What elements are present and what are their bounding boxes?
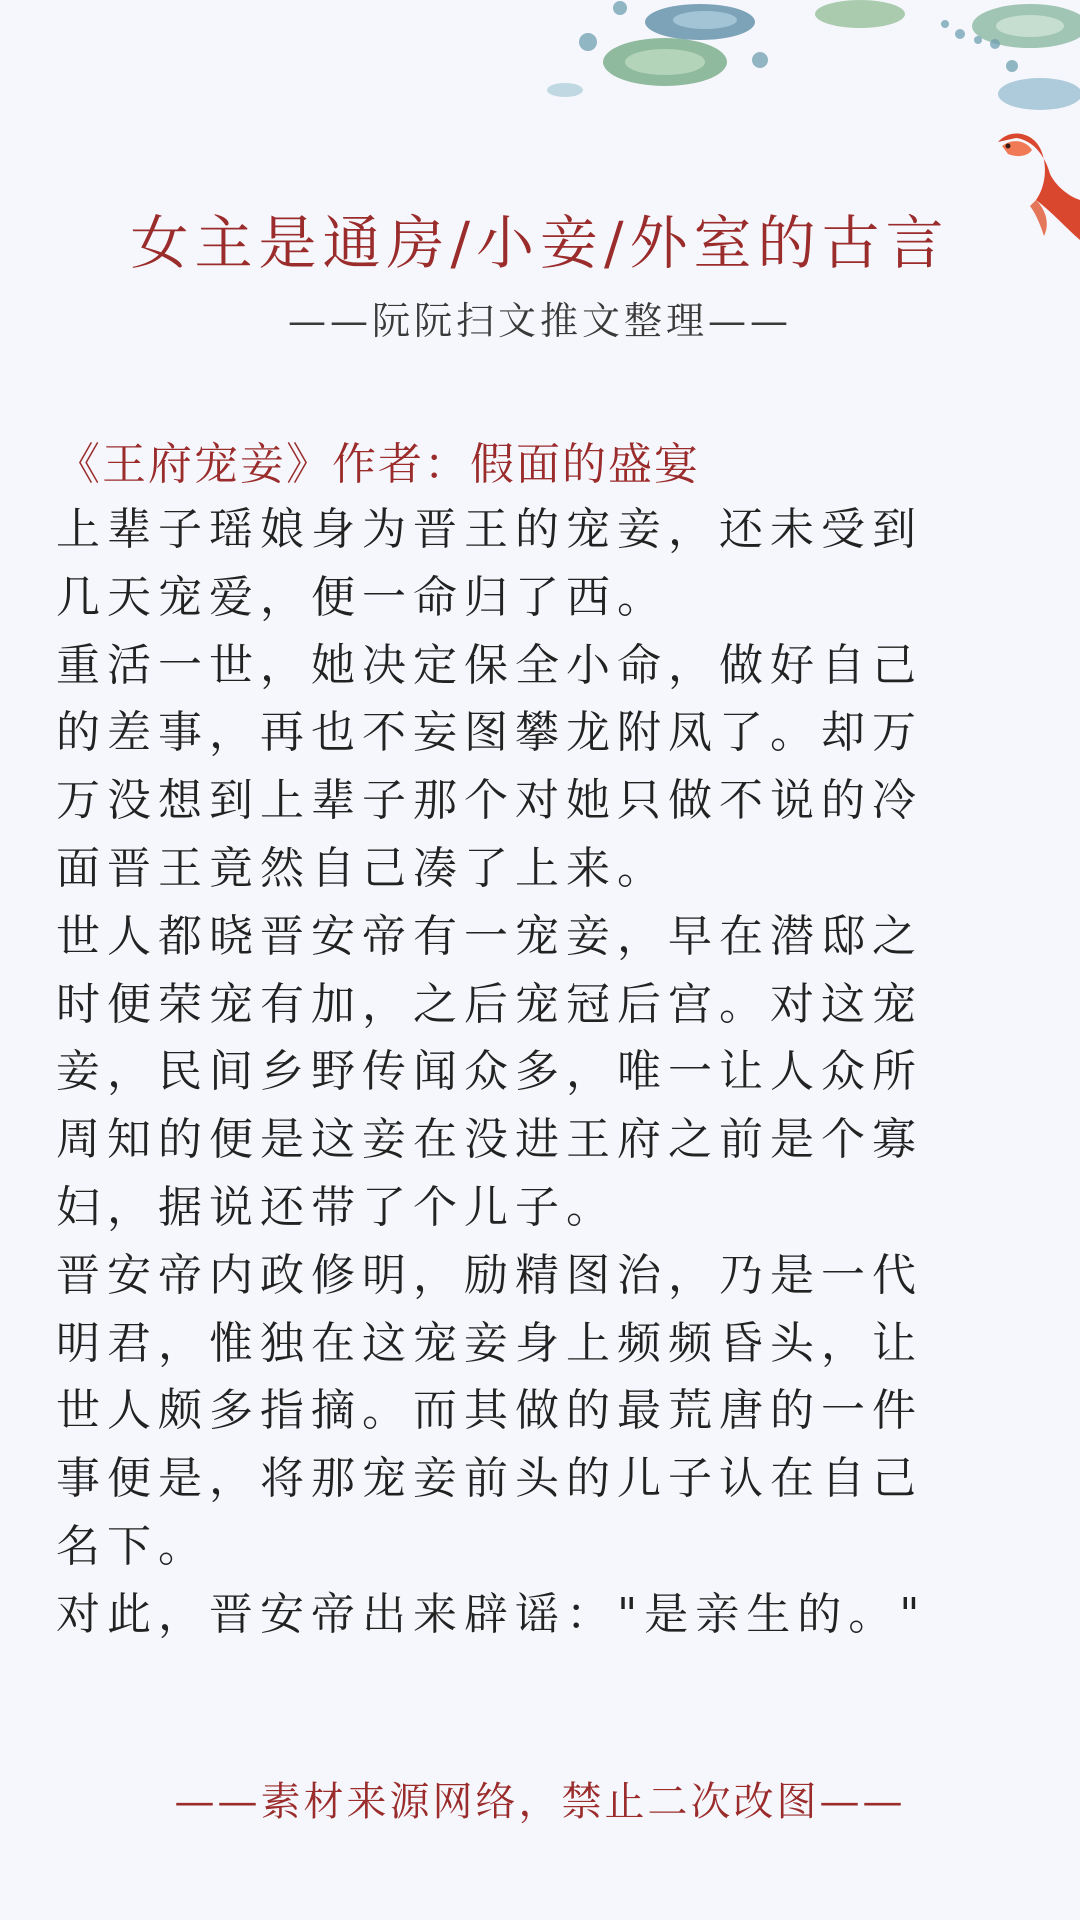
summary-paragraph: 重活一世，她决定保全小命，做好自己 的差事，再也不妄图攀龙附凤了。却万 万没想到上辈子那个对她只做不说的冷 面晋王竟然自己凑了上来。 bbox=[56, 639, 923, 894]
lotus-leaf-icon bbox=[603, 38, 727, 86]
summary-paragraph: 对此，晋安帝出来辟谣："是亲生的。" bbox=[56, 1588, 927, 1640]
lotus-leaf-icon bbox=[998, 78, 1080, 110]
footer-notice: ——素材来源网络，禁止二次改图—— bbox=[174, 1779, 906, 1825]
lotus-leaf-icon bbox=[645, 4, 755, 40]
summary-paragraph: 上辈子瑶娘身为晋王的宠妾，还未受到 几天宠爱，便一命归了西。 bbox=[56, 504, 923, 623]
page-subtitle: ——阮阮扫文推文整理—— bbox=[287, 299, 792, 343]
book-title-author: 《王府宠妾》作者：假面的盛宴 bbox=[56, 439, 700, 490]
lotus-leaf-icon bbox=[547, 83, 583, 97]
page-title: 女主是通房/小妾/外室的古言 bbox=[130, 209, 950, 277]
lotus-leaf-icon bbox=[972, 4, 1080, 48]
summary-paragraph: 世人都晓晋安帝有一宠妾，早在潜邸之 时便荣宠有加，之后宠冠后宫。对这宠 妾，民间乡野传闻众多，唯一让人众所 周知的便是这妾在没进王府之前是个寡 妇，据说还带了个儿子。 bbox=[56, 910, 923, 1233]
summary-paragraph: 晋安帝内政修明，励精图治，乃是一代 明君，惟独在这宠妾身上频频昏头，让 世人颇多指摘。而其做的最荒唐的一件 事便是，将那宠妾前头的儿子认在自己 名下。 bbox=[56, 1249, 923, 1572]
book-summary bbox=[56, 496, 1016, 1649]
lotus-leaf-icon bbox=[815, 0, 905, 28]
